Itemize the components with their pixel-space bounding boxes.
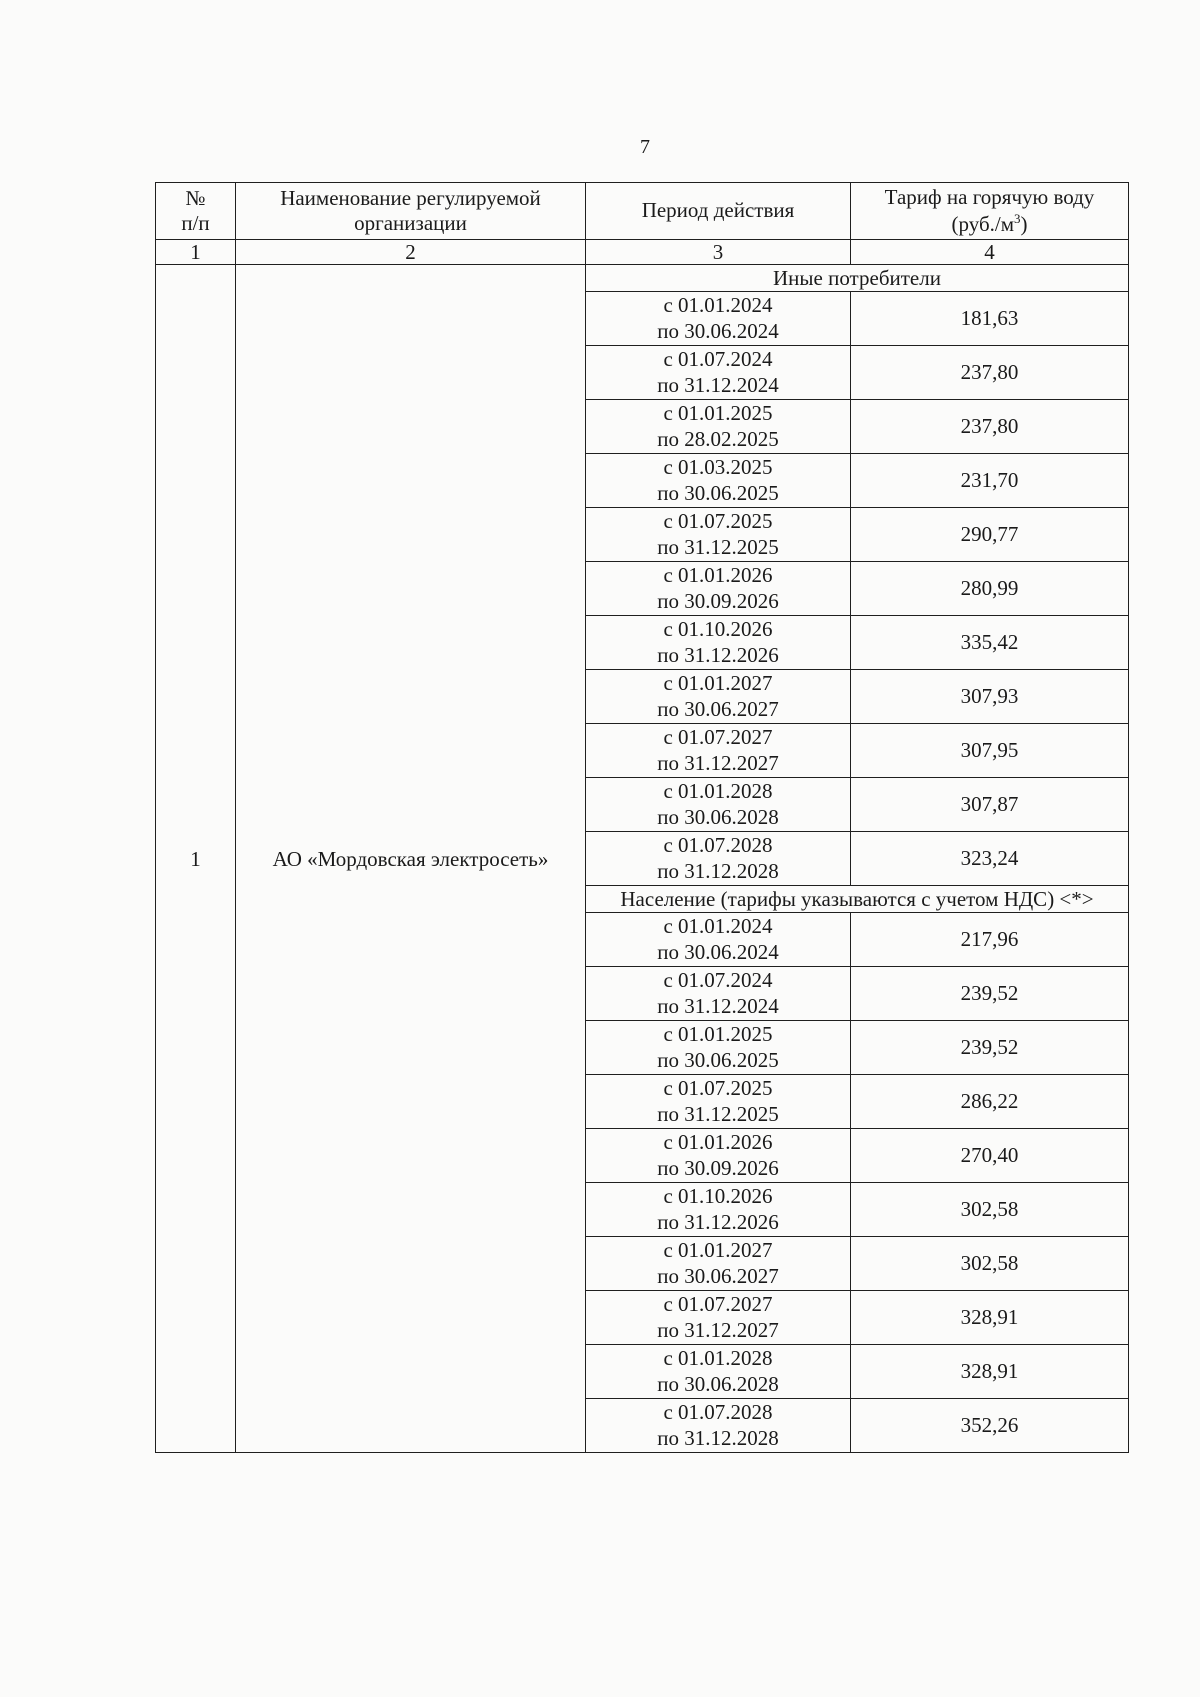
tariff-value: 307,87 — [851, 778, 1129, 832]
tariff-value: 302,58 — [851, 1183, 1129, 1237]
period-to: по 30.06.2025 — [657, 480, 779, 505]
period-cell — [586, 1399, 851, 1453]
period-from: с 01.01.2028 — [663, 779, 773, 804]
header-tariff-close: ) — [1020, 211, 1028, 236]
period-from: с 01.01.2024 — [663, 914, 773, 939]
period-cell — [586, 1183, 851, 1237]
tariff-value: 335,42 — [851, 616, 1129, 670]
period-to: по 30.09.2026 — [657, 1155, 779, 1180]
header-org-text: Наименование регулируемой организации — [280, 185, 541, 235]
tariff-value: 307,93 — [851, 670, 1129, 724]
consumer-group-title: Население (тарифы указываются с учетом НДС) <*> — [586, 886, 1129, 913]
header-row — [156, 183, 1129, 240]
period-from: с 01.01.2027 — [663, 1238, 773, 1263]
period-cell — [586, 670, 851, 724]
table-body — [156, 183, 1129, 1453]
period-to: по 30.06.2024 — [657, 939, 779, 964]
period-to: по 30.06.2027 — [657, 696, 779, 721]
row-number: 1 — [156, 265, 236, 1453]
period-to: по 30.06.2025 — [657, 1047, 779, 1072]
period-from: с 01.01.2025 — [663, 401, 773, 426]
period-from: с 01.10.2026 — [663, 617, 773, 642]
period-cell — [586, 1075, 851, 1129]
period-cell — [586, 778, 851, 832]
period-from: с 01.07.2024 — [663, 968, 773, 993]
tariff-value: 237,80 — [851, 400, 1129, 454]
period-cell — [586, 400, 851, 454]
period-to: по 30.06.2024 — [657, 318, 779, 343]
period-from: с 01.07.2027 — [663, 725, 773, 750]
column-index: 2 — [236, 240, 586, 265]
tariff-value: 352,26 — [851, 1399, 1129, 1453]
column-index-row — [156, 240, 1129, 265]
period-to: по 31.12.2024 — [657, 372, 779, 397]
period-to: по 30.06.2028 — [657, 804, 779, 829]
period-to: по 31.12.2025 — [657, 534, 779, 559]
period-cell — [586, 1291, 851, 1345]
header-tariff-text: Тариф на горячую воду (руб./м — [884, 185, 1095, 236]
tariff-value: 239,52 — [851, 1021, 1129, 1075]
period-cell — [586, 1129, 851, 1183]
tariff-value: 323,24 — [851, 832, 1129, 886]
tariff-value: 290,77 — [851, 508, 1129, 562]
period-to: по 31.12.2028 — [657, 858, 779, 883]
period-cell — [586, 292, 851, 346]
column-index: 1 — [156, 240, 236, 265]
period-to: по 30.06.2027 — [657, 1263, 779, 1288]
tariff-value: 181,63 — [851, 292, 1129, 346]
period-from: с 01.10.2026 — [663, 1184, 773, 1209]
tariff-value: 328,91 — [851, 1345, 1129, 1399]
period-to: по 30.09.2026 — [657, 588, 779, 613]
period-to: по 30.06.2028 — [657, 1371, 779, 1396]
tariff-value: 270,40 — [851, 1129, 1129, 1183]
period-to: по 31.12.2024 — [657, 993, 779, 1018]
tariff-value: 237,80 — [851, 346, 1129, 400]
header-period-text: Период действия — [641, 198, 795, 223]
header-tariff — [851, 183, 1129, 240]
tariff-value: 328,91 — [851, 1291, 1129, 1345]
header-num — [156, 183, 236, 240]
period-to: по 31.12.2026 — [657, 1209, 779, 1234]
period-cell — [586, 967, 851, 1021]
period-from: с 01.07.2027 — [663, 1292, 773, 1317]
tariff-value: 239,52 — [851, 967, 1129, 1021]
group-row — [156, 265, 1129, 292]
period-from: с 01.01.2024 — [663, 293, 773, 318]
tariff-table — [155, 182, 1129, 1453]
period-cell — [586, 616, 851, 670]
period-cell — [586, 724, 851, 778]
period-from: с 01.07.2025 — [663, 509, 773, 534]
organization-name: АО «Мордовская электросеть» — [236, 265, 586, 1453]
tariff-value: 231,70 — [851, 454, 1129, 508]
period-from: с 01.03.2025 — [663, 455, 773, 480]
period-cell — [586, 1021, 851, 1075]
header-period — [586, 183, 851, 240]
header-tariff-superscript: 3 — [1014, 210, 1021, 226]
period-to: по 31.12.2027 — [657, 750, 779, 775]
tariff-value: 302,58 — [851, 1237, 1129, 1291]
period-from: с 01.07.2028 — [663, 833, 773, 858]
period-from: с 01.01.2025 — [663, 1022, 773, 1047]
period-from: с 01.07.2025 — [663, 1076, 773, 1101]
period-from: с 01.07.2028 — [663, 1400, 773, 1425]
period-cell — [586, 454, 851, 508]
page-number: 7 — [640, 136, 650, 158]
period-from: с 01.01.2027 — [663, 671, 773, 696]
column-index: 4 — [851, 240, 1129, 265]
tariff-value: 280,99 — [851, 562, 1129, 616]
period-cell — [586, 1345, 851, 1399]
period-from: с 01.01.2028 — [663, 1346, 773, 1371]
period-to: по 31.12.2025 — [657, 1101, 779, 1126]
period-to: по 31.12.2026 — [657, 642, 779, 667]
period-cell — [586, 508, 851, 562]
period-to: по 28.02.2025 — [657, 426, 779, 451]
period-from: с 01.07.2024 — [663, 347, 773, 372]
tariff-value: 307,95 — [851, 724, 1129, 778]
header-num-text: № п/п — [181, 185, 210, 235]
column-index: 3 — [586, 240, 851, 265]
period-cell — [586, 913, 851, 967]
period-cell — [586, 562, 851, 616]
period-from: с 01.01.2026 — [663, 1130, 773, 1155]
period-cell — [586, 1237, 851, 1291]
period-cell — [586, 832, 851, 886]
period-to: по 31.12.2027 — [657, 1317, 779, 1342]
tariff-value: 286,22 — [851, 1075, 1129, 1129]
period-cell — [586, 346, 851, 400]
period-to: по 31.12.2028 — [657, 1425, 779, 1450]
consumer-group-title: Иные потребители — [586, 265, 1129, 292]
period-from: с 01.01.2026 — [663, 563, 773, 588]
header-org — [236, 183, 586, 240]
tariff-value: 217,96 — [851, 913, 1129, 967]
